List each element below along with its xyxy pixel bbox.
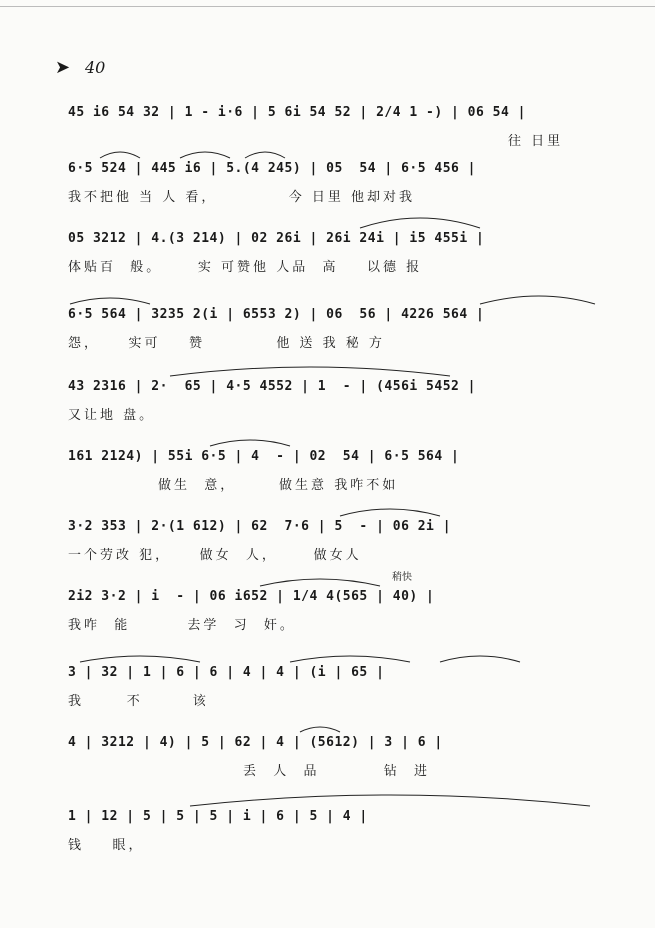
notation-line: 6·5 564 | 3235 2(i | 6553 2) | 06 56 | 4226 564 | xyxy=(68,307,485,322)
notation-line: 6·5 524 | 445 i6 | 5.(4 245) | 05 54 | 6·5 456 | xyxy=(68,161,477,176)
lyric-line: 往 日里 xyxy=(508,134,564,149)
score-system-3 xyxy=(0,226,655,298)
lyric-line: 我咋 能 去学 习 奸。 xyxy=(68,618,296,633)
lyric-line: 体贴百 般。 实 可赞他 人品 高 以德 报 xyxy=(68,260,423,275)
score-system-10 xyxy=(0,730,655,802)
notation-line: 161 2124) | 55i 6·5 | 4 - | 02 54 | 6·5 564 | xyxy=(68,449,460,464)
tempo-mark: 稍快 xyxy=(392,572,412,583)
top-border-line xyxy=(0,6,655,7)
lyric-line: 一个劳改 犯， 做女 人， 做女人 xyxy=(68,548,362,563)
notation-line: 1 | 12 | 5 | 5 | 5 | i | 6 | 5 | 4 | xyxy=(68,809,368,824)
notation-line: 2i2 3·2 | i - | 06 i652 | 1/4 4(565 | 40) | xyxy=(68,589,435,604)
notation-line: 05 3212 | 4.(3 214) | 02 26i | 26i 24i | i5 455i | xyxy=(68,231,485,246)
page-number: 40 xyxy=(85,58,106,77)
score-system-8 xyxy=(0,572,655,656)
lyric-line: 做生 意， 做生意 我咋不如 xyxy=(158,478,399,493)
lyric-line: 我不把他 当 人 看， 今 日里 他却对我 xyxy=(68,190,415,205)
lyric-line: 又让地 盘。 xyxy=(68,408,156,423)
score-system-11 xyxy=(0,804,655,876)
notation-line: 3·2 353 | 2·(1 612) | 62 7·6 | 5 - | 06 2i | xyxy=(68,519,452,534)
lyric-line: 怨， 实可 赞 他 送 我 秘 方 xyxy=(68,336,385,351)
notation-line: 4 | 3212 | 4) | 5 | 62 | 4 | (5612) | 3 | 6 | xyxy=(68,735,443,750)
page-arrow-icon: ➤ xyxy=(55,57,71,78)
lyric-line: 丢 人 品 钻 进 xyxy=(243,764,430,779)
lyric-line: 我 不 该 xyxy=(68,694,209,709)
notation-line: 43 2316 | 2· 65 | 4·5 4552 | 1 - | (456i 5452 | xyxy=(68,379,477,394)
notation-line: 45 i6 54 32 | 1 - i·6 | 5 6i 54 52 | 2/4 1 -) | 06 54 | xyxy=(68,105,526,120)
lyric-line: 钱 眼， xyxy=(68,838,145,853)
notation-line: 3 | 32 | 1 | 6 | 6 | 4 | 4 | (i | 65 | xyxy=(68,665,385,680)
